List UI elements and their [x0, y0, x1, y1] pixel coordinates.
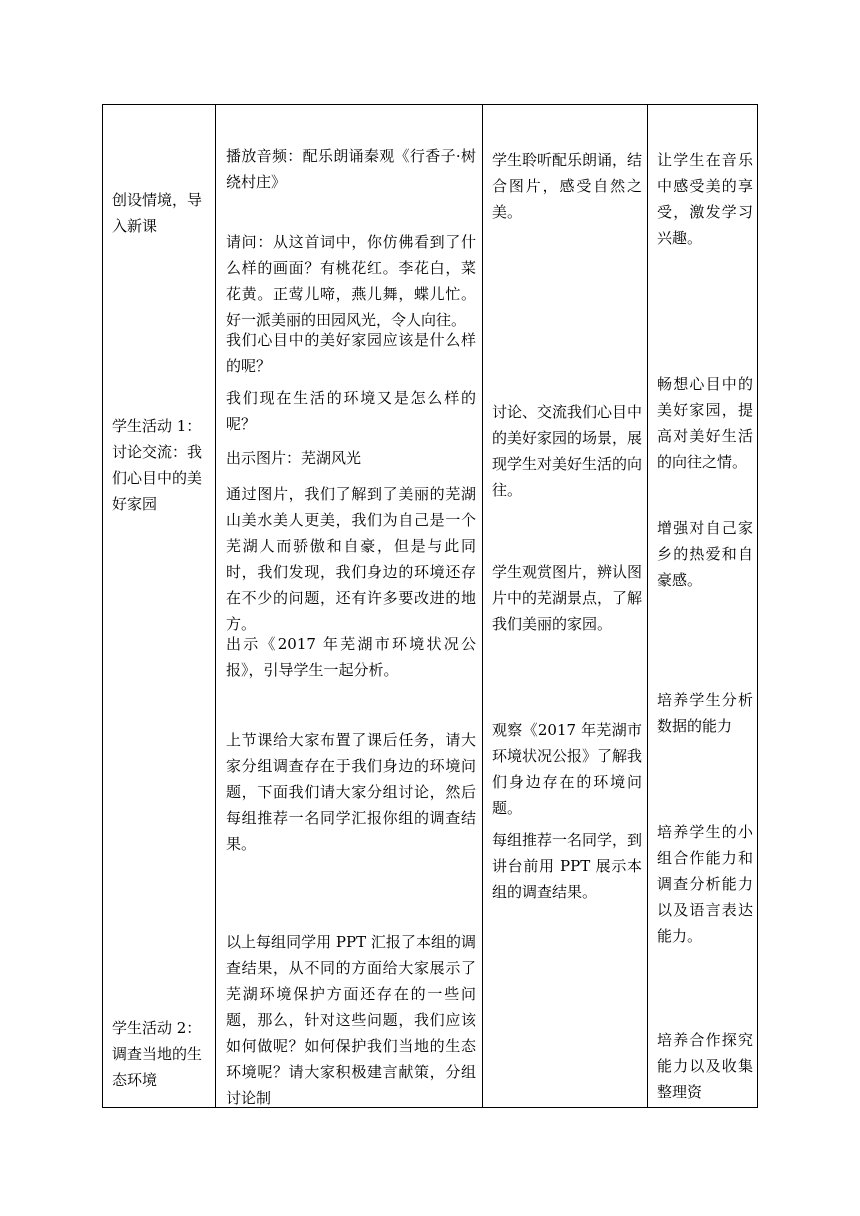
stage-text: 创设情境，导入新课 — [112, 191, 203, 235]
teacher-activity-column — [216, 105, 482, 1107]
student-paragraph: 讨论、交流我们心目中的美好家园的场景，展现学生对美好生活的向往。 — [492, 403, 643, 499]
teacher-paragraph: 出示图片：芜湖风光 — [226, 449, 362, 467]
teacher-paragraph: 上节课给大家布置了课后任务，请大家分组调查存在于我们身边的环境问题，下面我们请大家分组讨论，然后每组推荐一名同学汇报你组的调查结果。 — [226, 731, 476, 853]
intent-paragraph: 畅想心目中的美好家园，提高对美好生活的向往之情。 — [657, 375, 753, 471]
student-paragraph: 学生聆听配乐朗诵，结合图片，感受自然之美。 — [492, 151, 643, 221]
intent-paragraph: 培养学生分析数据的能力 — [657, 691, 753, 735]
teacher-paragraph: 通过图片，我们了解到了美丽的芜湖山美水美人更美，我们为自己是一个芜湖人而骄傲和自豪，但是与此同时，我们发现，我们身边的环境还存在不少的问题，还有许多要改进的地方。 — [226, 485, 476, 633]
student-paragraph: 观察《2017 年芜湖市环境状况公报》了解我们身边存在的环境问题。 — [492, 721, 643, 817]
intent-paragraph: 培养合作探究能力以及收集整理资 — [657, 1031, 753, 1101]
teacher-paragraph: 出示《2017 年芜湖市环境状况公报》，引导学生一起分析。 — [226, 635, 476, 679]
intent-paragraph: 培养学生的小组合作能力和调查分析能力以及语言表达能力。 — [657, 823, 753, 945]
teacher-paragraph: 请问：从这首词中，你仿佛看到了什么样的画面？有桃花红。李花白，菜花黄。正莺儿啼，燕儿舞，蝶儿忙。好一派美丽的田园风光，令人向往。 — [226, 233, 476, 329]
student-paragraph: 每组推荐一名同学，到讲台前用 PPT 展示本组的调查结果。 — [492, 831, 643, 901]
stage-text: 学生活动 1：讨论交流：我们心目中的美好家园 — [112, 417, 203, 513]
teacher-paragraph: 播放音频：配乐朗诵秦观《行香子·树绕村庄》 — [226, 147, 476, 191]
design-intent-column — [648, 105, 758, 1107]
lesson-plan-table — [102, 104, 758, 1108]
intent-paragraph: 增强对自己家乡的热爱和自豪感。 — [657, 519, 753, 589]
intent-paragraph: 让学生在音乐中感受美的享受，激发学习兴趣。 — [657, 151, 753, 247]
teacher-paragraph: 以上每组同学用 PPT 汇报了本组的调查结果，从不同的方面给大家展示了芜湖环境保护方面还存在的一些问题，那么，针对这些问题，我们应该如何做呢？如何保护我们当地的生态环境呢？请大家积极建言献策，分组讨论制 — [226, 933, 476, 1107]
teacher-paragraph: 我们心目中的美好家园应该是什么样的呢？ — [226, 331, 476, 375]
student-paragraph: 学生观赏图片，辨认图片中的芜湖景点，了解我们美丽的家园。 — [492, 563, 643, 633]
teacher-paragraph: 我们现在生活的环境又是怎么样的呢？ — [226, 389, 476, 433]
stage-text: 学生活动 2：调查当地的生态环境 — [112, 1019, 203, 1089]
stage-column — [103, 105, 215, 1107]
student-activity-column — [483, 105, 647, 1107]
